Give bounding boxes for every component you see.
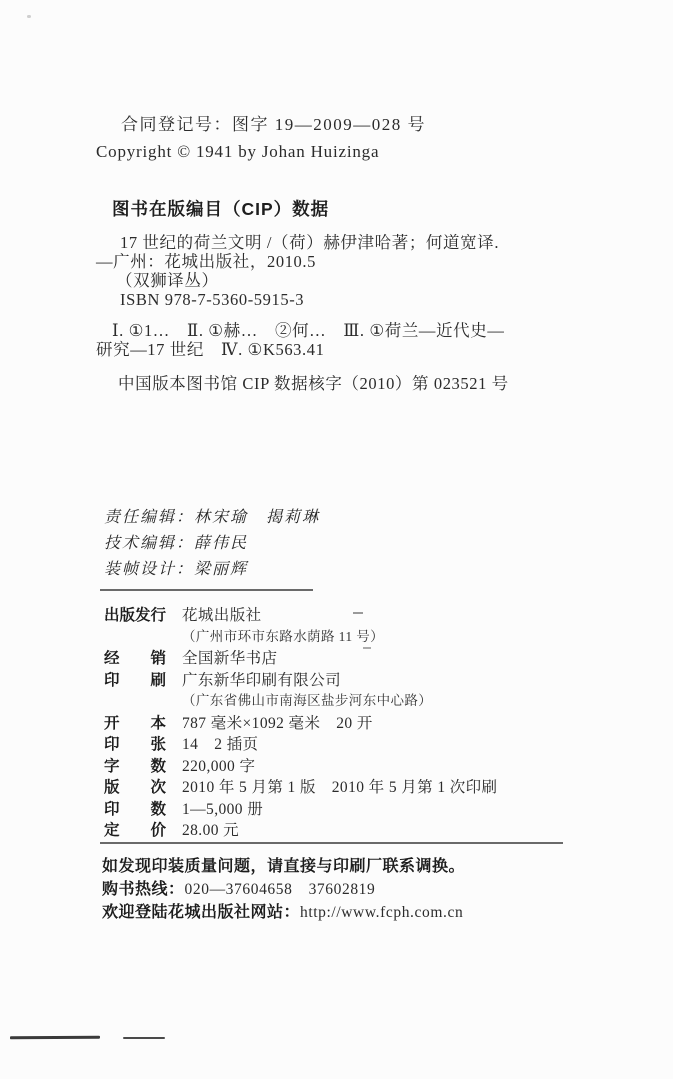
- pub-value: 广东新华印刷有限公司: [182, 671, 342, 689]
- divider-top: [100, 589, 313, 591]
- scan-smudge: [123, 1037, 165, 1039]
- pub-label: 印 数: [104, 800, 167, 818]
- staff-row-technical-editor: [104, 531, 320, 557]
- cip-description-block: [96, 233, 499, 309]
- hotline-line: [102, 878, 465, 901]
- staff-value: 薛伟民: [194, 535, 249, 552]
- hotline-numbers: 020—37604658 37602819: [184, 881, 376, 898]
- cip-classification-line-2: 研究—17 世纪 Ⅳ. ①K563.41: [96, 340, 325, 359]
- pub-row-distribution: [104, 646, 574, 668]
- scan-speck: [27, 15, 31, 18]
- pub-value: 2010 年 5 月第 1 版 2010 年 5 月第 1 次印刷: [182, 779, 498, 796]
- pub-label: 开 本: [104, 714, 167, 732]
- copyright-line: Copyright © 1941 by Johan Huizinga: [96, 142, 380, 161]
- cip-classification-line-1: Ⅰ. ①1… Ⅱ. ①赫… ②何… Ⅲ. ①荷兰—近代史—: [112, 321, 505, 340]
- cip-publisher-line: —广州：花城出版社，2010.5: [96, 252, 316, 271]
- pub-note: （广东省佛山市南海区盐步河东中心路）: [182, 693, 433, 708]
- pub-label: 定 价: [104, 822, 167, 839]
- staff-label: 责任编辑：: [104, 509, 195, 526]
- staff-value: 林宋瑜 揭莉琳: [194, 509, 321, 526]
- staff-row-responsible-editor: [104, 505, 320, 531]
- website-url: http://www.fcph.com.cn: [300, 904, 464, 921]
- staff-label: 技术编辑：: [104, 535, 195, 552]
- pub-value: 28.00 元: [182, 822, 240, 839]
- pub-label: 印 刷: [104, 671, 167, 689]
- pub-row-print-run: [104, 797, 574, 819]
- pub-row-word-count: [104, 754, 574, 776]
- pub-label: 字 数: [104, 757, 167, 775]
- staff-credits-block: [104, 505, 320, 583]
- pub-row-edition: [104, 775, 574, 797]
- pub-value: 14 2 插页: [182, 736, 259, 753]
- pub-row-printer: [104, 668, 574, 690]
- divider-bottom: [100, 842, 563, 844]
- publication-info-block: [104, 603, 574, 840]
- scan-speck: [363, 647, 371, 649]
- cip-classification-block: [96, 321, 504, 359]
- cip-isbn-line: ISBN 978-7-5360-5915-3: [120, 290, 305, 309]
- pub-row-format: [104, 711, 574, 733]
- pub-label: 版 次: [104, 779, 167, 796]
- pub-row-publisher: [104, 603, 574, 625]
- contract-registration-line: 合同登记号：图字 19—2009—028 号: [121, 115, 426, 134]
- pub-row-printer-address: [104, 689, 574, 711]
- pub-row-sheets: [104, 732, 574, 754]
- cip-heading: 图书在版编目（CIP）数据: [112, 199, 330, 219]
- pub-value: 1—5,000 册: [182, 800, 264, 818]
- scan-smudge: [10, 1036, 100, 1040]
- pub-note: （广州市环市东路水荫路 11 号）: [182, 628, 385, 644]
- pub-row-publisher-address: [104, 625, 574, 647]
- cip-series-line: （双狮译丛）: [116, 271, 219, 290]
- staff-row-design: [104, 557, 320, 583]
- footer-notices-block: [102, 855, 465, 924]
- pub-row-price: [104, 818, 574, 840]
- website-label: 欢迎登陆花城出版社网站：: [102, 904, 301, 921]
- cip-record-number-line: 中国版本图书馆 CIP 数据核字（2010）第 023521 号: [118, 374, 509, 393]
- pub-label: 出版发行: [104, 607, 167, 624]
- scan-speck: [353, 612, 363, 614]
- pub-value: 花城出版社: [182, 607, 262, 624]
- staff-label: 装帧设计：: [104, 561, 195, 578]
- website-line: [102, 901, 465, 924]
- pub-value: 220,000 字: [182, 757, 256, 775]
- pub-value: 787 毫米×1092 毫米 20 开: [182, 714, 373, 732]
- pub-label: 印 张: [104, 736, 167, 753]
- cip-title-author-line: 17 世纪的荷兰文明 /（荷）赫伊津哈著；何道宽译.: [120, 233, 500, 252]
- hotline-label: 购书热线：: [102, 881, 185, 898]
- quality-notice-line: 如发现印装质量问题，请直接与印刷厂联系调换。: [102, 858, 466, 875]
- pub-value: 全国新华书店: [182, 650, 278, 667]
- staff-value: 梁丽辉: [194, 561, 249, 578]
- pub-label: 经 销: [104, 650, 167, 667]
